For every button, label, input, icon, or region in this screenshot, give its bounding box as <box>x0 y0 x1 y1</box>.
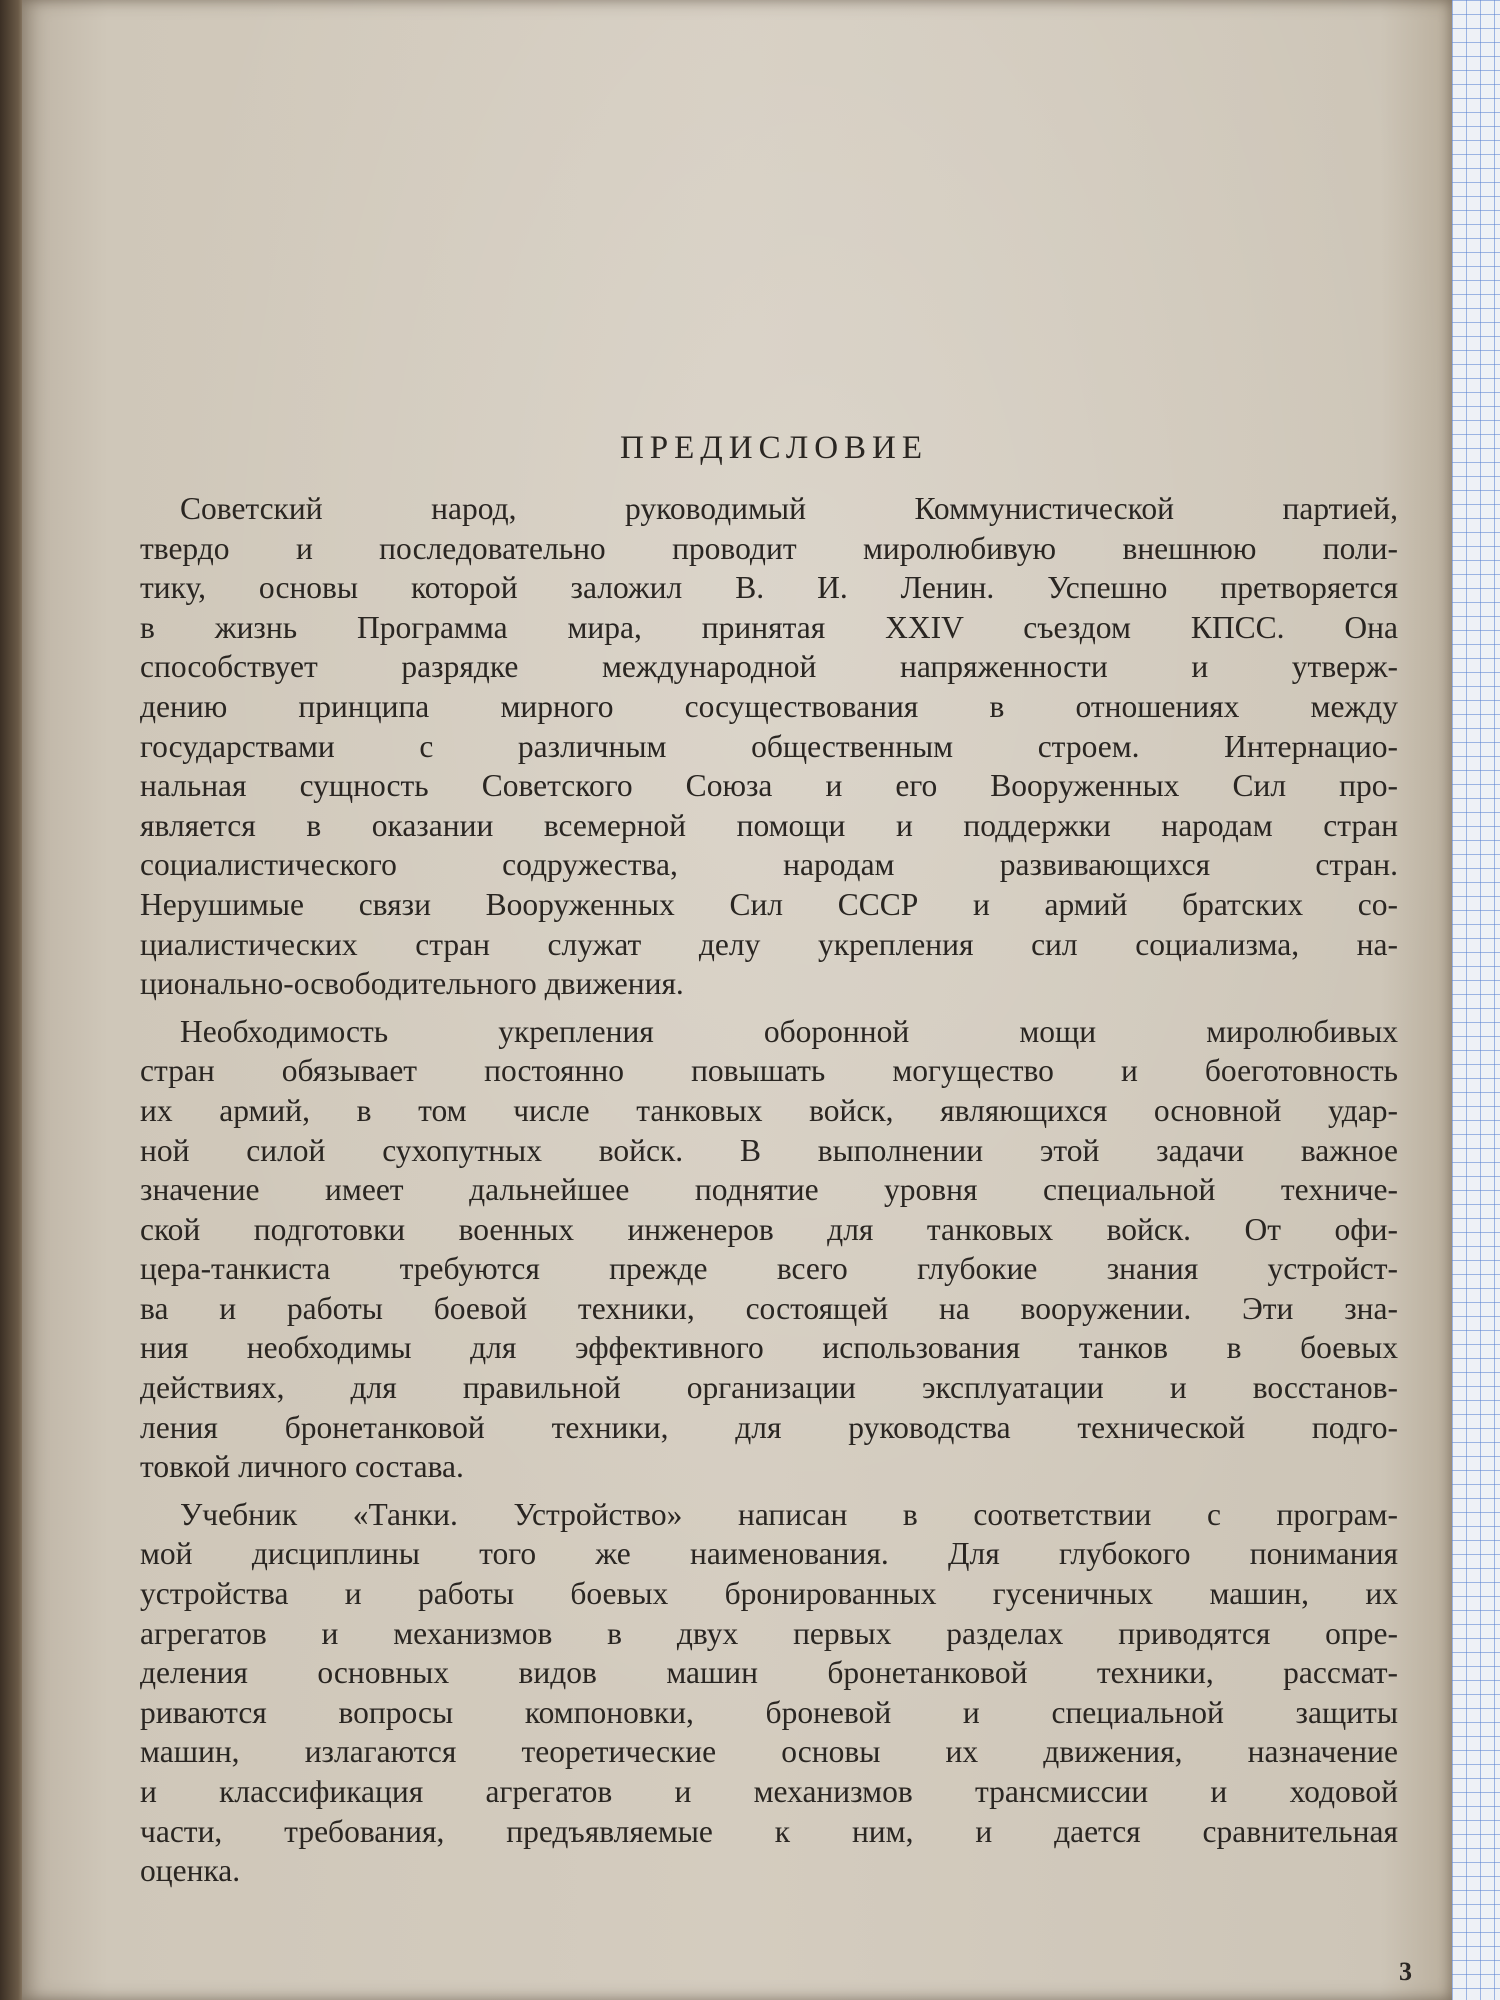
page-title: ПРЕДИСЛОВИЕ <box>619 430 929 466</box>
text-line: дению принципа мирного сосуществования в отношениях между <box>140 688 1398 724</box>
text-line: мой дисциплины того же наименования. Для глубокого понимания <box>140 1536 1398 1572</box>
text-line: в жизнь Программа мира, принятая XXIV съездом КПСС. Она <box>140 609 1398 645</box>
text-line: способствует разрядке международной напряженности и утверж- <box>140 649 1398 685</box>
text-line: ской подготовки военных инженеров для танковых войск. От офи- <box>140 1211 1398 1247</box>
text-line: оценка. <box>140 1853 241 1889</box>
text-line: является в оказании всемерной помощи и поддержки народам стран <box>140 807 1398 843</box>
text-line: нальная сущность Советского Союза и его Вооруженных Сил про- <box>140 768 1398 804</box>
text-line: ционально-освободительного движения. <box>140 966 684 1002</box>
book-page <box>22 0 1452 2000</box>
text-line: Необходимость укрепления оборонной мощи миролюбивых <box>180 1013 1398 1049</box>
text-line: риваются вопросы компоновки, броневой и специальной защиты <box>140 1694 1398 1730</box>
text-line: и классификация агрегатов и механизмов трансмиссии и ходовой <box>140 1774 1398 1809</box>
paragraph <box>140 489 1398 1004</box>
text-line: ва и работы боевой техники, состоящей на вооружении. Эти зна- <box>140 1290 1398 1326</box>
page-content <box>140 430 1398 1899</box>
paragraph <box>140 1495 1398 1891</box>
text-line: ления бронетанковой техники, для руководства технической подго- <box>140 1409 1398 1445</box>
text-line: твердо и последовательно проводит миролюбивую внешнюю поли- <box>140 530 1398 566</box>
text-line: устройства и работы боевых бронированных гусеничных машин, их <box>140 1576 1398 1612</box>
text-line: части, требования, предъявляемые к ним, и дается сравнительная <box>140 1813 1398 1849</box>
text-line: ния необходимы для эффективного использования танков в боевых <box>140 1330 1398 1366</box>
page-number: 3 <box>1399 1957 1412 1986</box>
paragraph <box>140 1012 1398 1487</box>
text-line: Советский народ, руководимый Коммунистической партией, <box>180 491 1398 526</box>
body-text <box>140 489 1398 1891</box>
text-line: деления основных видов машин бронетанковой техники, рассмат- <box>140 1655 1398 1691</box>
text-line: Нерушимые связи Вооруженных Сил СССР и армий братских со- <box>140 886 1398 922</box>
text-line: Учебник «Танки. Устройство» написан в соответствии с програм- <box>180 1496 1398 1532</box>
text-line: циалистических стран служат делу укрепления сил социализма, на- <box>140 926 1398 962</box>
text-line: стран обязывает постоянно повышать могущество и боеготовность <box>140 1053 1398 1089</box>
text-line: ной силой сухопутных войск. В выполнении этой задачи важное <box>140 1132 1398 1168</box>
text-line: действиях, для правильной организации эксплуатации и восстанов- <box>140 1370 1398 1406</box>
grid-paper-background <box>1452 0 1500 2000</box>
text-line: цера-танкиста требуются прежде всего глубокие знания устройст- <box>140 1251 1398 1287</box>
text-line: их армий, в том числе танковых войск, являющихся основной удар- <box>140 1092 1398 1128</box>
text-line: социалистического содружества, народам развивающихся стран. <box>140 847 1398 883</box>
text-line: агрегатов и механизмов в двух первых разделах приводятся опре- <box>140 1615 1398 1651</box>
text-line: товкой личного состава. <box>140 1449 464 1485</box>
text-line: значение имеет дальнейшее поднятие уровня специальной техниче- <box>140 1172 1398 1208</box>
text-line: государствами с различным общественным строем. Интернацио- <box>140 728 1398 764</box>
text-line: тику, основы которой заложил В. И. Ленин. Успешно претворяется <box>140 570 1398 606</box>
text-line: машин, излагаются теоретические основы их движения, назначение <box>140 1734 1398 1770</box>
